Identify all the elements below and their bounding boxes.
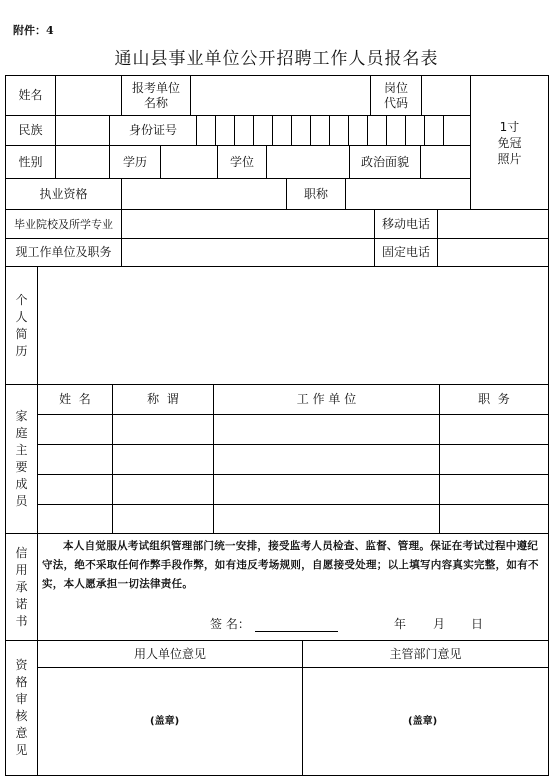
date-day: 日 bbox=[471, 617, 484, 631]
family-row-3[interactable] bbox=[38, 475, 548, 504]
authority-opinion-label: 主管部门意见 bbox=[389, 646, 462, 661]
landline-label: 固定电话 bbox=[381, 245, 430, 259]
political-status-label: 政治面貌 bbox=[360, 154, 409, 169]
apply-unit-field[interactable] bbox=[191, 76, 370, 115]
family-text: 家庭主要成员 bbox=[15, 409, 28, 508]
attachment-label: 附件：4 bbox=[13, 24, 54, 37]
name-label: 姓名 bbox=[18, 88, 43, 102]
education-label: 学历 bbox=[122, 154, 147, 169]
signature-label: 签 名： bbox=[210, 617, 250, 631]
qualification-label: 执业资格 bbox=[39, 186, 88, 201]
gender-label: 性别 bbox=[18, 154, 43, 169]
promise-section-text: 信用承诺书 bbox=[15, 545, 28, 628]
review-label bbox=[6, 641, 37, 775]
apply-unit-label bbox=[122, 76, 190, 115]
review-text: 资格审核意见 bbox=[15, 658, 28, 757]
family-col-relation: 称 谓 bbox=[147, 392, 179, 406]
seal-right: (盖章) bbox=[408, 716, 438, 727]
ethnicity-label: 民族 bbox=[18, 123, 43, 137]
mobile-label: 移动电话 bbox=[381, 216, 430, 231]
political-status-field[interactable] bbox=[421, 146, 470, 178]
title-rank-label: 职称 bbox=[303, 186, 328, 201]
promise-label bbox=[6, 534, 37, 640]
photo-text: 1寸免冠照片 bbox=[497, 119, 522, 166]
promise-text: 本人自觉服从考试组织管理部门统一安排，接受监考人员检查、监督、管理。保证在考试过程中遵纪守法，绝不采取任何作弊手段作弊，如有违反考场规则，自愿接受处理；以上填写内容真实完整，如有不实，本人愿承担一切法律责任。 bbox=[42, 540, 539, 590]
form-title: 通山县事业单位公开招聘工作人员报名表 bbox=[114, 49, 439, 69]
qualification-field[interactable] bbox=[122, 179, 286, 209]
family-row-2[interactable] bbox=[38, 445, 548, 474]
family-row-1[interactable] bbox=[38, 415, 548, 444]
family-label bbox=[6, 385, 37, 533]
gender-field[interactable] bbox=[56, 146, 109, 178]
school-major-label: 毕业院校及所学专业 bbox=[14, 217, 113, 231]
post-code-text: 岗位代码 bbox=[383, 80, 408, 110]
landline-field[interactable] bbox=[438, 239, 548, 266]
current-job-label: 现工作单位及职务 bbox=[15, 245, 112, 259]
mobile-field[interactable] bbox=[438, 210, 548, 238]
seal-left: (盖章) bbox=[150, 716, 180, 727]
post-code-field[interactable] bbox=[422, 76, 470, 115]
education-field[interactable] bbox=[161, 146, 217, 178]
ethnicity-field[interactable] bbox=[56, 116, 109, 145]
family-col-name: 姓 名 bbox=[59, 392, 91, 406]
employer-opinion-label: 用人单位意见 bbox=[133, 646, 206, 661]
date-month: 月 bbox=[433, 617, 446, 631]
school-major-field[interactable] bbox=[122, 210, 374, 238]
signature-line[interactable] bbox=[255, 631, 338, 632]
resume-text: 个人简历 bbox=[15, 292, 28, 358]
family-col-position: 职 务 bbox=[478, 392, 510, 406]
title-rank-field[interactable] bbox=[346, 179, 470, 209]
post-code-label bbox=[371, 76, 421, 115]
id-number-label: 身份证号 bbox=[128, 123, 177, 137]
apply-unit-text: 报考单位名称 bbox=[131, 80, 180, 110]
degree-label: 学位 bbox=[229, 154, 254, 169]
name-field[interactable] bbox=[56, 76, 121, 115]
resume-field[interactable] bbox=[38, 267, 548, 384]
resume-label bbox=[6, 267, 37, 384]
id-number-field[interactable] bbox=[197, 116, 470, 145]
current-job-field[interactable] bbox=[122, 239, 374, 266]
family-col-workplace: 工 作 单 位 bbox=[296, 392, 357, 406]
date-year: 年 bbox=[394, 617, 407, 631]
family-row-4[interactable] bbox=[38, 505, 548, 533]
photo-box[interactable] bbox=[471, 76, 548, 209]
degree-field[interactable] bbox=[267, 146, 349, 178]
